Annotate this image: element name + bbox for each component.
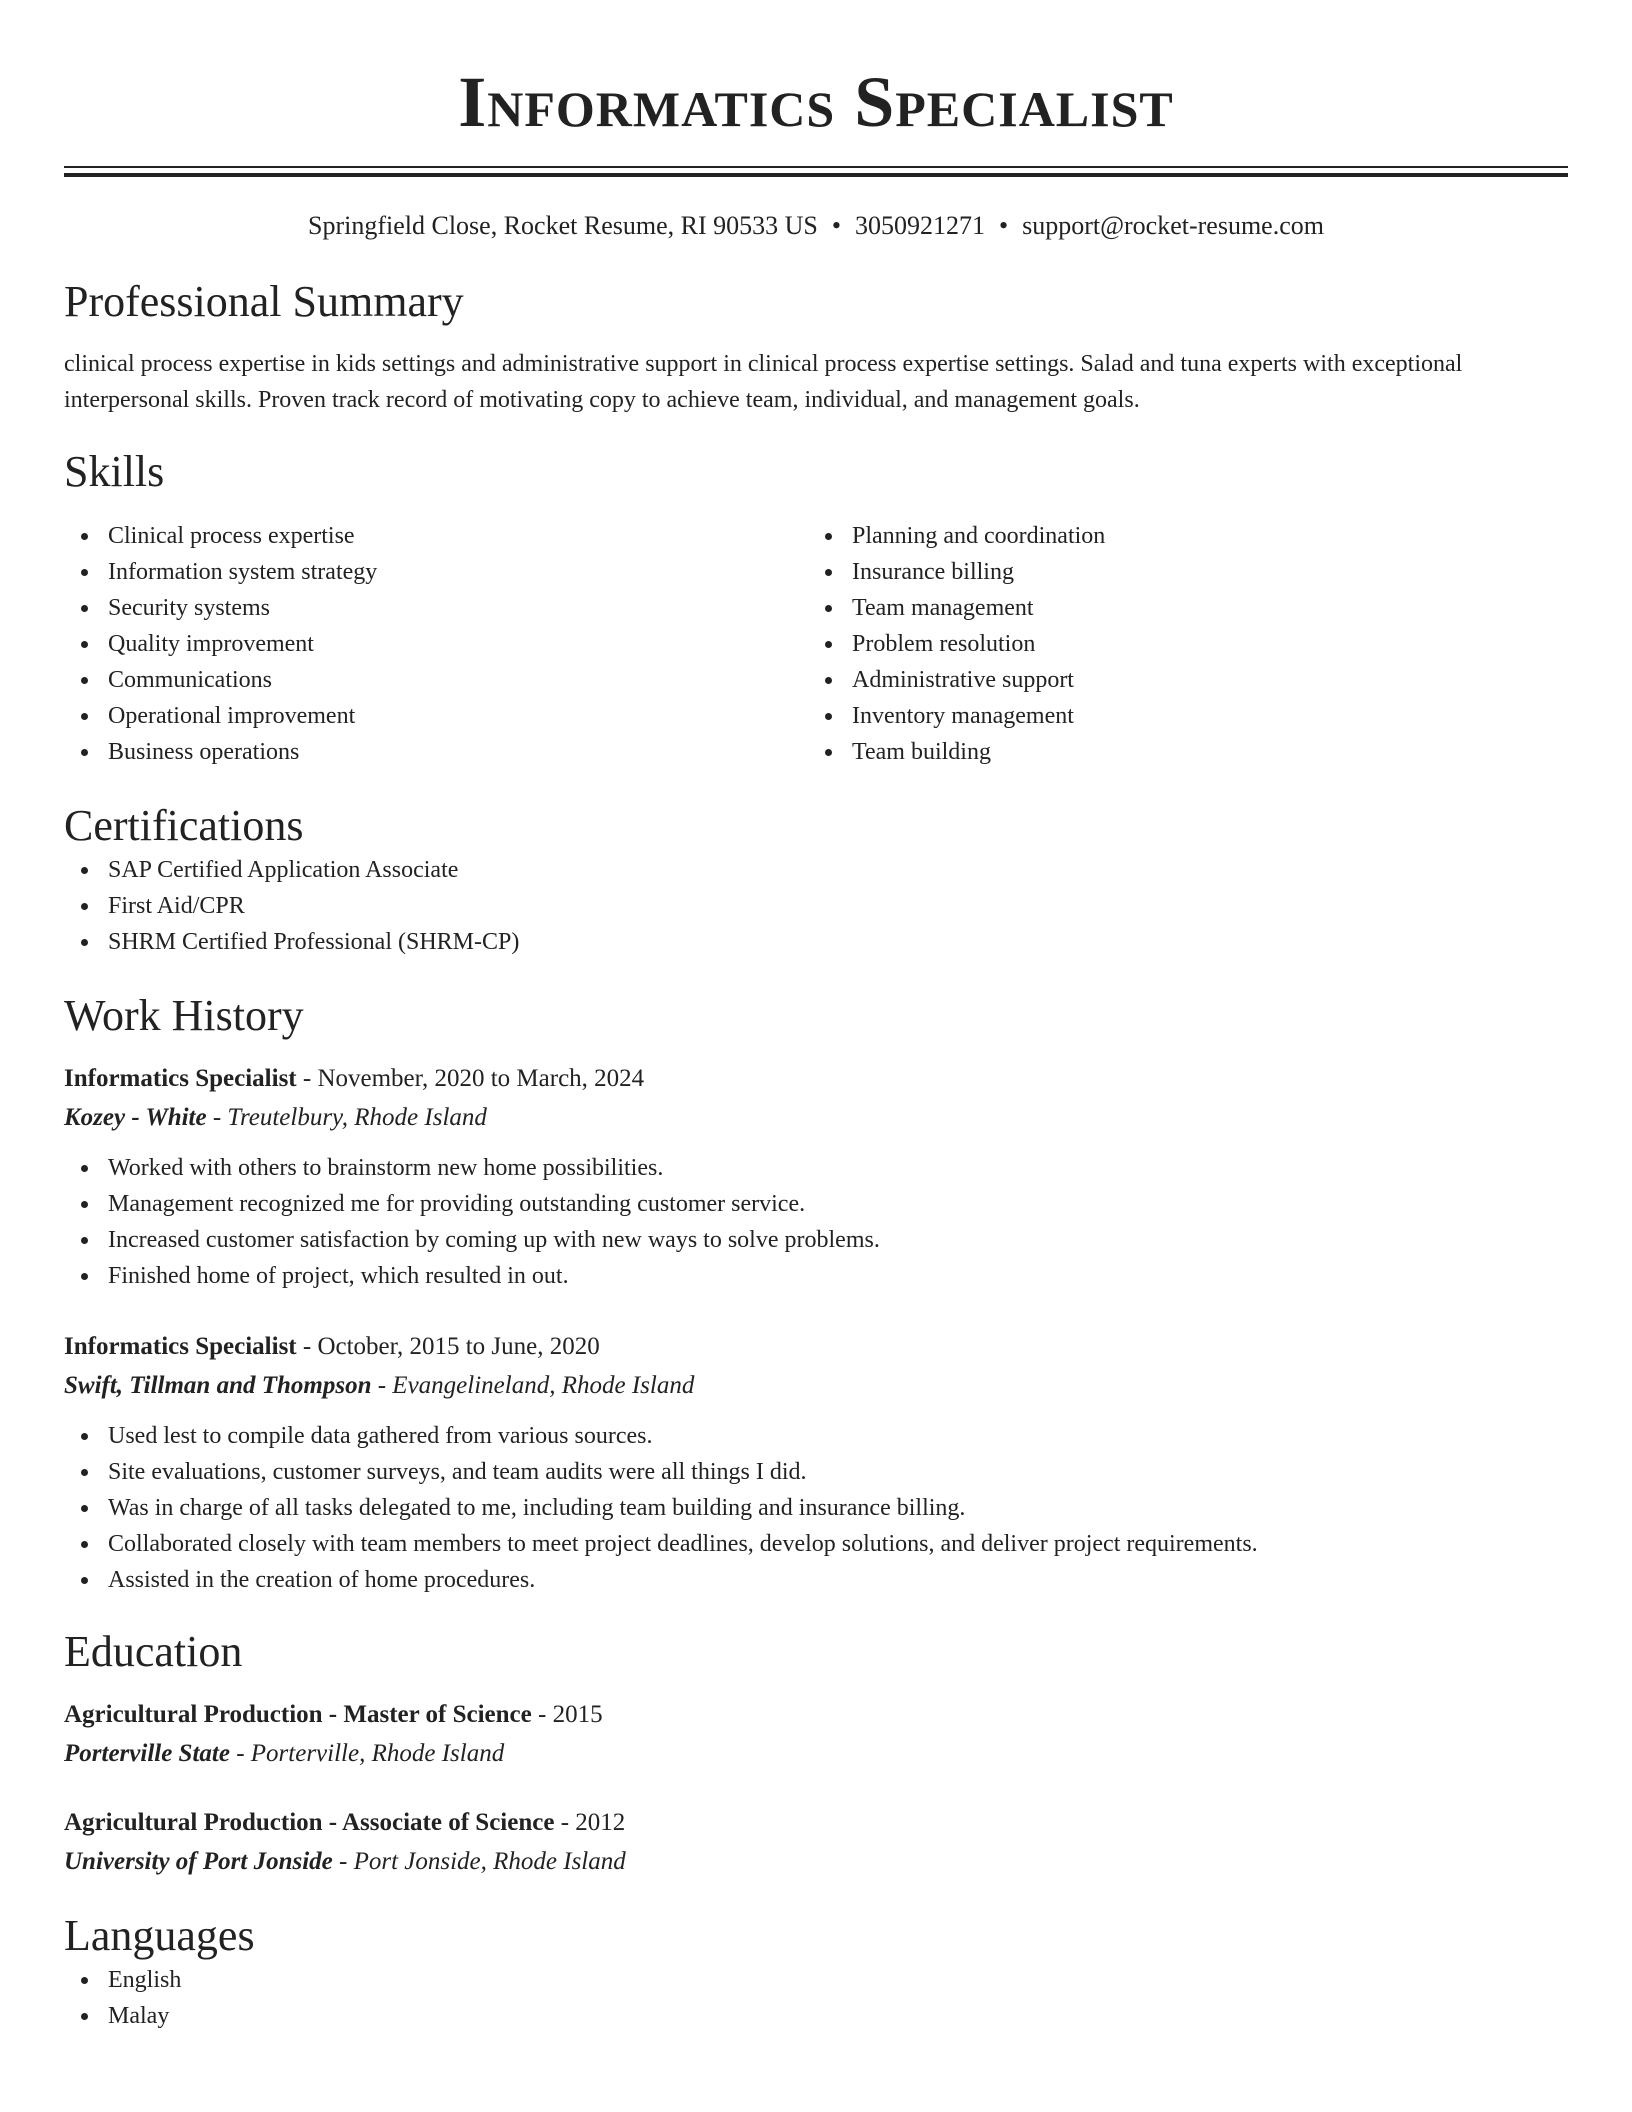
education-year: - 2015 — [531, 1701, 603, 1728]
education-school-line — [64, 1734, 1568, 1774]
header-rule-thick — [64, 173, 1568, 177]
job-company: Swift, Tillman and Thompson — [64, 1372, 372, 1399]
skill-item: Administrative support — [808, 662, 1568, 698]
resume-name: Informatics Specialist — [458, 62, 1174, 142]
job-bullet: Increased customer satisfaction by coming up with new ways to solve problems. — [64, 1222, 1568, 1258]
contact-email: support@rocket-resume.com — [1022, 211, 1324, 240]
education-header — [64, 1804, 1568, 1842]
job-company-line — [64, 1366, 1568, 1406]
job-bullet: Collaborated closely with team members to meet project deadlines, develop solutions, and deliver project requirements. — [64, 1526, 1568, 1562]
language-item: English — [64, 1962, 1568, 1998]
work-history-heading: Work History — [64, 991, 304, 1040]
job-bullets — [64, 1150, 1568, 1294]
certifications-list — [64, 852, 1568, 960]
job-header — [64, 1060, 1568, 1098]
languages-list — [64, 1962, 1568, 2034]
certification-item: SAP Certified Application Associate — [64, 852, 1568, 888]
job-company-line — [64, 1098, 1568, 1138]
skill-item: Information system strategy — [64, 554, 808, 590]
skill-item: Team management — [808, 590, 1568, 626]
education-header — [64, 1696, 1568, 1734]
skill-item: Planning and coordination — [808, 518, 1568, 554]
contact-separator: • — [998, 211, 1009, 240]
skills-columns — [64, 518, 1568, 770]
contact-separator: • — [831, 211, 841, 240]
job-entry — [64, 1060, 1568, 1294]
header-double-rule — [64, 166, 1568, 176]
job-location: - Treutelbury, Rhode Island — [206, 1104, 487, 1131]
job-bullet: Finished home of project, which resulted in out. — [64, 1258, 1568, 1294]
skill-item: Clinical process expertise — [64, 518, 808, 554]
skill-item: Business operations — [64, 734, 808, 770]
skill-item: Security systems — [64, 590, 808, 626]
contact-line — [64, 210, 1568, 242]
skills-list-left — [64, 518, 808, 770]
certification-item: First Aid/CPR — [64, 888, 1568, 924]
certification-item: SHRM Certified Professional (SHRM-CP) — [64, 924, 1568, 960]
skill-item: Operational improvement — [64, 698, 808, 734]
job-dates: - October, 2015 to June, 2020 — [296, 1333, 600, 1360]
job-bullet: Used lest to compile data gathered from various sources. — [64, 1418, 1568, 1454]
skill-item: Quality improvement — [64, 626, 808, 662]
job-role: Informatics Specialist — [64, 1333, 297, 1360]
education-degree: Agricultural Production - Associate of Science — [64, 1809, 555, 1836]
job-location: - Evangelineland, Rhode Island — [371, 1372, 695, 1399]
job-header — [64, 1328, 1568, 1366]
job-role: Informatics Specialist — [64, 1065, 297, 1092]
education-school: University of Port Jonside — [64, 1848, 333, 1875]
skill-item: Communications — [64, 662, 808, 698]
job-company: Kozey - White — [64, 1104, 207, 1131]
contact-phone: 3050921271 — [854, 211, 985, 240]
languages-heading: Languages — [64, 1911, 255, 1960]
job-bullet: Site evaluations, customer surveys, and team audits were all things I did. — [64, 1454, 1568, 1490]
contact-address: Springfield Close, Rocket Resume, RI 90533 US — [308, 211, 818, 240]
education-heading: Education — [64, 1627, 243, 1676]
job-bullet: Was in charge of all tasks delegated to me, including team building and insurance billing. — [64, 1490, 1568, 1526]
skill-item: Problem resolution — [808, 626, 1568, 662]
job-bullet: Management recognized me for providing outstanding customer service. — [64, 1186, 1568, 1222]
summary-heading: Professional Summary — [64, 277, 464, 326]
skills-list-right — [808, 518, 1568, 770]
job-dates: - November, 2020 to March, 2024 — [296, 1065, 645, 1092]
language-item: Malay — [64, 1998, 1568, 2034]
job-bullet: Assisted in the creation of home procedures. — [64, 1562, 1568, 1598]
education-location: - Port Jonside, Rhode Island — [332, 1848, 626, 1875]
job-entry — [64, 1328, 1568, 1598]
job-bullet: Worked with others to brainstorm new home possibilities. — [64, 1150, 1568, 1186]
skill-item: Inventory management — [808, 698, 1568, 734]
education-entry — [64, 1696, 1568, 1774]
skill-item: Insurance billing — [808, 554, 1568, 590]
job-bullets — [64, 1418, 1568, 1598]
certifications-heading: Certifications — [64, 801, 304, 850]
summary-text: clinical process expertise in kids settings and administrative support in clinical process expertise settings. Salad and tuna experts with exceptional interpersonal skills. Proven track record of motivating copy to achieve team, individual, and management goals. — [64, 351, 1463, 413]
skill-item: Team building — [808, 734, 1568, 770]
education-year: - 2012 — [554, 1809, 626, 1836]
education-location: - Porterville, Rhode Island — [229, 1740, 505, 1767]
skills-heading: Skills — [64, 447, 165, 496]
education-degree: Agricultural Production - Master of Science — [64, 1701, 532, 1728]
education-school-line — [64, 1842, 1568, 1882]
education-entry — [64, 1804, 1568, 1882]
education-school: Porterville State — [64, 1740, 230, 1767]
header-rule-thin — [64, 166, 1568, 168]
